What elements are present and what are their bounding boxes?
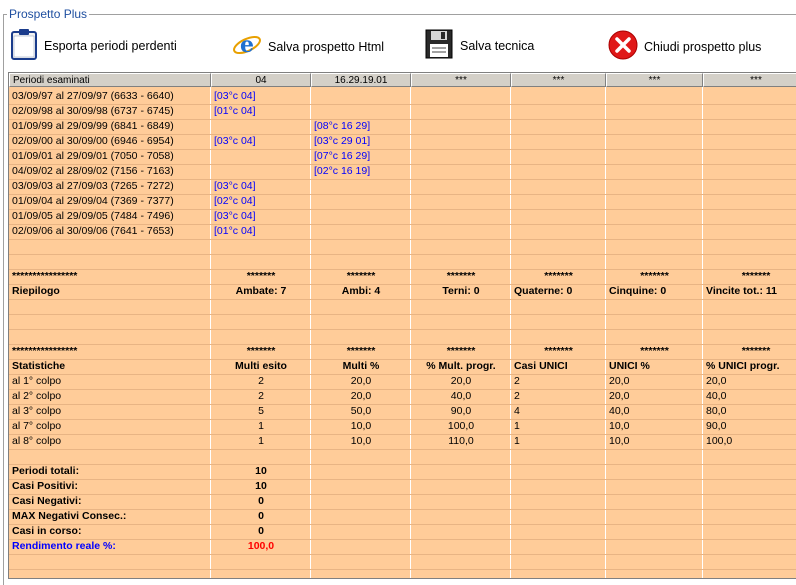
colpo-label: al 8° colpo [12,435,62,447]
stars-separator: ******* [544,345,573,357]
colpo-value: 10,0 [350,420,372,432]
colpo-value: 2 [258,375,264,387]
stars-separator: ******* [346,270,376,282]
column-header[interactable]: 16.29.19.01 [311,73,411,87]
column-header[interactable]: Periodi esaminati [9,73,211,87]
stars-separator: ******* [246,270,276,282]
group-title: Prospetto Plus [9,7,88,21]
colpo-value: 1 [514,420,520,432]
salva-html-label: Salva prospetto Html [268,40,385,54]
colpo-value: 10,0 [350,435,372,447]
stars-separator: **************** [12,345,78,357]
esporta-periodi-button[interactable] [10,30,177,62]
colpo-value: 20,0 [450,375,472,387]
period-label: 01/09/04 al 29/09/04 (7369 - 7377) [12,195,174,207]
row-divider [9,524,796,525]
stars-separator: ******* [246,345,276,357]
colpo-value: 5 [258,405,264,417]
period-label: 01/09/05 al 29/09/05 (7484 - 7496) [12,210,174,222]
period-label: 03/09/03 al 27/09/03 (7265 - 7272) [12,180,174,192]
column-header[interactable]: *** [606,73,703,87]
riepilogo-label: Riepilogo [12,285,60,297]
row-divider [9,314,796,315]
riepilogo-value: Ambate: 7 [235,285,287,297]
colpo-value: 100,0 [706,435,733,447]
colpo-value: 100,0 [447,420,475,432]
statistiche-header: Multi % [342,360,380,372]
salva-html-button[interactable] [232,31,384,63]
colpo-value: 20,0 [609,375,630,387]
colpo-value: 50,0 [350,405,372,417]
column-divider [702,87,703,578]
colpo-value: 20,0 [609,390,630,402]
svg-text:e: e [240,31,254,58]
statistiche-header: Multi esito [235,360,287,372]
colpo-value: 20,0 [350,375,372,387]
colpo-value: 20,0 [350,390,372,402]
period-result: [07°c 16 29] [314,150,371,162]
row-divider [9,569,796,570]
colpo-value: 90,0 [706,420,727,432]
period-label: 02/09/00 al 30/09/00 (6946 - 6954) [12,135,174,147]
period-result: [01°c 04] [214,225,256,237]
column-divider [605,87,606,578]
total-label: Casi Positivi: [12,480,78,492]
column-header[interactable]: *** [411,73,511,87]
colpo-value: 40,0 [706,390,727,402]
row-divider [9,329,796,330]
colpo-label: al 1° colpo [12,375,62,387]
period-result: [02°c 16 19] [314,165,371,177]
period-result: [01°c 04] [214,105,256,117]
colpo-label: al 3° colpo [12,405,62,417]
row-divider [9,239,796,240]
column-header[interactable]: *** [703,73,796,87]
esporta-label: Esporta periodi perdenti [44,39,177,53]
statistiche-header: Casi UNICI [514,360,568,372]
period-label: 04/09/02 al 28/09/02 (7156 - 7163) [12,165,174,177]
colpo-value: 10,0 [609,420,630,432]
total-value: 10 [255,480,267,492]
row-divider [9,479,796,480]
column-header[interactable]: 04 [211,73,311,87]
total-value: 0 [258,495,264,507]
column-divider [410,87,411,578]
row-divider [9,464,796,465]
colpo-value: 40,0 [609,405,630,417]
period-result: [03°c 04] [214,210,256,222]
row-divider [9,494,796,495]
colpo-value: 4 [514,405,520,417]
colpo-label: al 2° colpo [12,390,62,402]
total-label: Casi in corso: [12,525,82,537]
stars-separator: ******* [446,345,476,357]
stars-separator: ******* [640,345,669,357]
stars-separator: ******* [741,270,771,282]
period-label: 01/09/99 al 29/09/99 (6841 - 6849) [12,120,174,132]
colpo-value: 2 [258,390,264,402]
row-divider [9,254,796,255]
stars-separator: **************** [12,270,78,282]
salva-tecnica-label: Salva tecnica [460,39,535,53]
period-result: [08°c 16 29] [314,120,371,132]
period-result: [03°c 04] [214,90,256,102]
colpo-value: 10,0 [609,435,630,447]
stars-separator: ******* [640,270,669,282]
row-divider [9,539,796,540]
total-label: MAX Negativi Consec.: [12,510,127,522]
riepilogo-value: Quaterne: 0 [514,285,573,297]
period-result: [02°c 04] [214,195,256,207]
row-divider [9,299,796,300]
stars-separator: ******* [741,345,771,357]
statistiche-header: % Mult. progr. [426,360,496,372]
period-result: [03°c 04] [214,180,256,192]
row-divider [9,554,796,555]
total-value: 0 [258,510,264,522]
colpo-value: 2 [514,375,520,387]
colpo-value: 1 [258,435,264,447]
colpo-value: 20,0 [706,375,727,387]
period-result: [03°c 29 01] [314,135,371,147]
period-label: 01/09/01 al 29/09/01 (7050 - 7058) [12,150,174,162]
period-label: 03/09/97 al 27/09/97 (6633 - 6640) [12,90,174,102]
clipboard-icon [10,28,38,65]
floppy-disk-icon [424,28,454,65]
colpo-value: 40,0 [450,390,472,402]
riepilogo-value: Vincite tot.: 11 [706,285,777,297]
colpo-value: 110,0 [448,435,474,447]
period-result: [03°c 04] [214,135,256,147]
stars-separator: ******* [446,270,476,282]
stars-separator: ******* [544,270,573,282]
chiudi-label: Chiudi prospetto plus [644,40,762,54]
riepilogo-value: Cinquine: 0 [609,285,667,297]
colpo-value: 1 [514,435,520,447]
colpo-value: 80,0 [706,405,727,417]
colpo-value: 1 [258,420,264,432]
total-label: Periodi totali: [12,465,80,477]
column-header[interactable]: *** [511,73,606,87]
close-icon [608,30,638,65]
riepilogo-value: Ambi: 4 [341,285,381,297]
total-label: Casi Negativi: [12,495,82,507]
row-divider [9,509,796,510]
colpo-value: 2 [514,390,520,402]
colpo-label: al 7° colpo [12,420,62,432]
internet-explorer-icon [232,30,262,65]
riepilogo-value: Terni: 0 [442,285,480,297]
stars-separator: ******* [346,345,376,357]
rendimento-value: 100,0 [247,540,275,552]
statistiche-header: % UNICI progr. [706,360,780,372]
chiudi-prospetto-button[interactable] [608,31,761,63]
total-value: 10 [255,465,267,477]
period-label: 02/09/06 al 30/09/06 (7641 - 7653) [12,225,174,237]
salva-tecnica-button[interactable] [424,30,534,62]
period-label: 02/09/98 al 30/09/98 (6737 - 6745) [12,105,174,117]
total-value: 0 [258,525,264,537]
colpo-value: 90,0 [450,405,472,417]
rendimento-label: Rendimento reale %: [12,540,116,552]
statistiche-header: UNICI % [609,360,650,372]
prospetto-grid[interactable] [8,72,796,579]
statistiche-label: Statistiche [12,360,66,372]
row-divider [9,449,796,450]
column-divider [510,87,511,578]
